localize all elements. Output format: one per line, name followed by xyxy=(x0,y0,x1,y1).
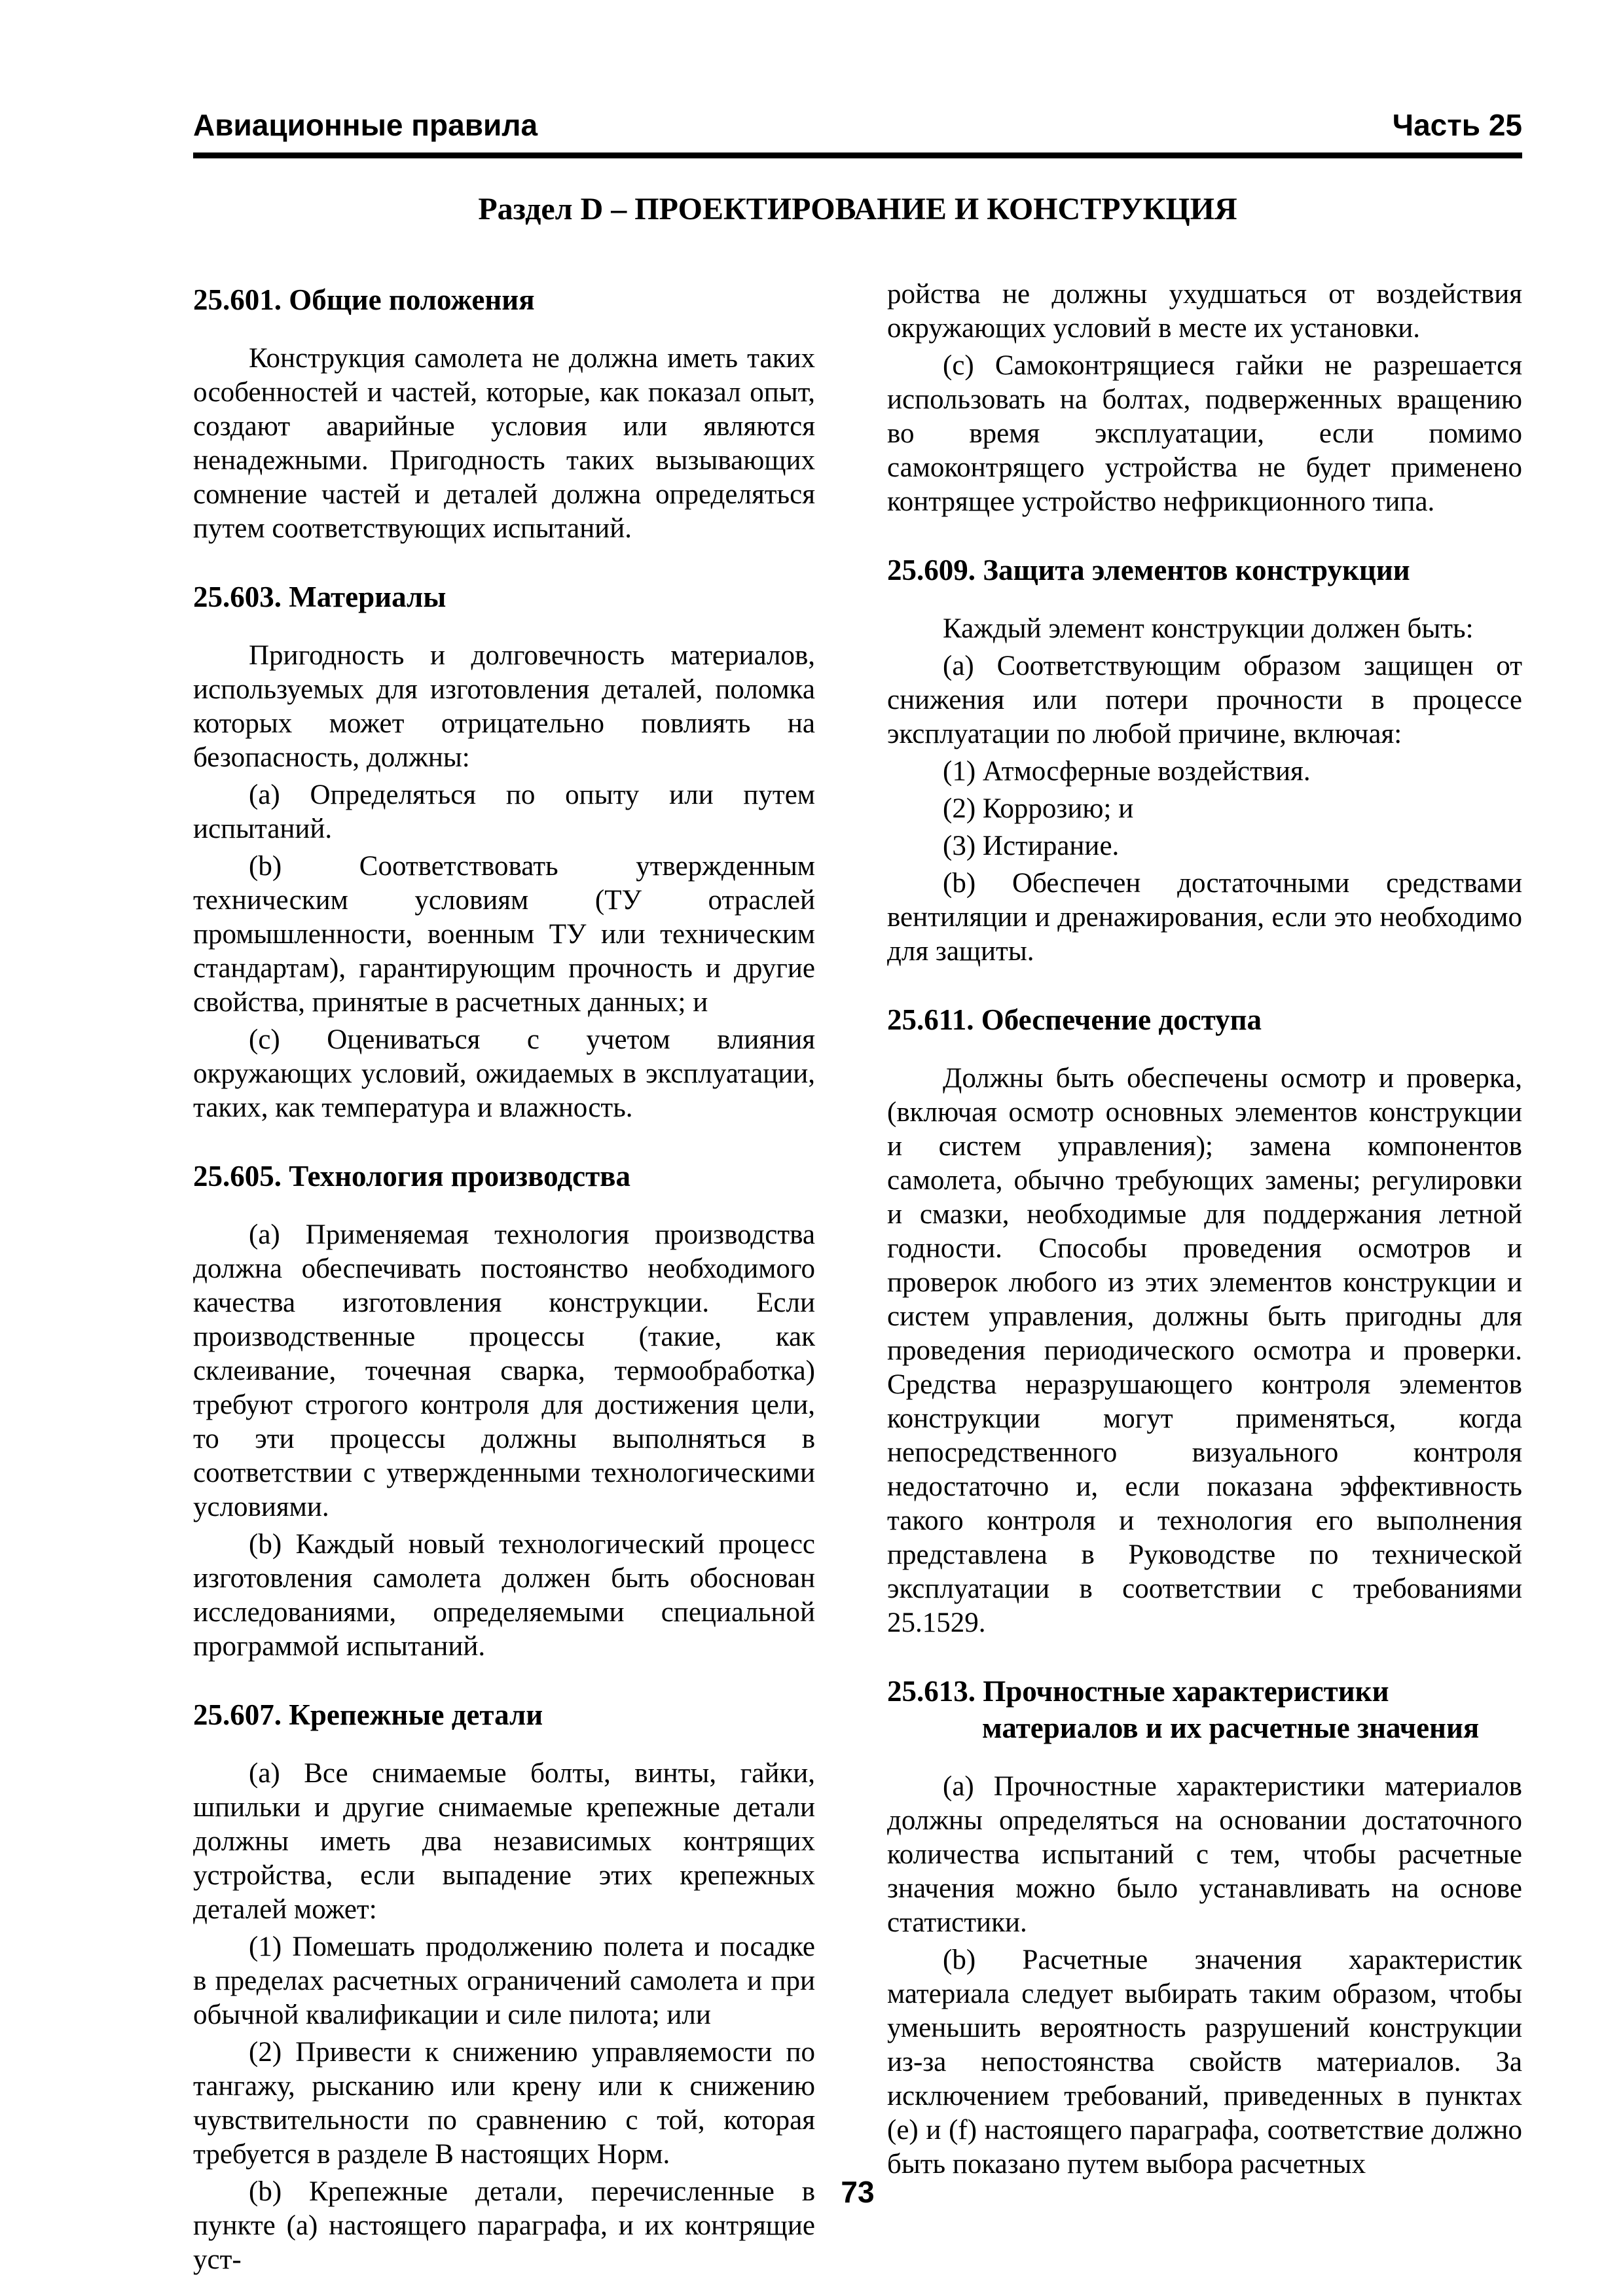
section-title: Раздел D – ПРОЕКТИРОВАНИЕ И КОНСТРУКЦИЯ xyxy=(478,192,1237,226)
paragraph: (3) Истирание. xyxy=(943,831,1120,861)
paragraph: ройства не должны ухудшаться от воздействия окружающих условий в месте их установки. xyxy=(887,279,1522,344)
section-heading-line1: 25.613. Прочностные характеристики xyxy=(887,1675,1389,1708)
section-heading-line2: материалов и их расчетные значения xyxy=(982,1712,1480,1744)
paragraph: (a) Все снимаемые болты, винты, гайки, шпильки и другие снимаемые крепежные детали должны иметь два независимых контрящих устройства, если выпадение этих крепежных деталей может: xyxy=(193,1758,815,1925)
header-divider xyxy=(193,152,1522,158)
paragraph: Конструкция самолета не должна иметь таких особенностей и частей, которые, как показал опыт, создают аварийные условия или являются ненадежными. Пригодность таких вызывающих сомнение частей и деталей должна определяться путем соответствующих испытаний. xyxy=(193,343,815,544)
paragraph: (c) Оцениваться с учетом влияния окружающих условий, ожидаемых в эксплуатации, таких, как температура и влажность. xyxy=(193,1024,815,1123)
paragraph: (a) Определяться по опыту или путем испытаний. xyxy=(193,780,815,844)
two-column-body xyxy=(193,278,1522,2280)
paragraph: (a) Соответствующим образом защищен от снижения или потери прочности в процессе эксплуатации по любой причине, включая: xyxy=(887,651,1522,749)
section-heading: 25.607. Крепежные детали xyxy=(193,1698,543,1731)
paragraph: (b) Соответствовать утвержденным техническим условиям (ТУ отраслей промышленности, военным ТУ или техническим стандартам), гарантирующим прочность и другие свойства, принятые в расчетных данных; и xyxy=(193,851,815,1018)
paragraph: Пригодность и долговечность материалов, используемых для изготовления деталей, поломка которых может отрицательно повлиять на безопасность, должны: xyxy=(193,640,815,773)
section-heading: 25.603. Материалы xyxy=(193,581,447,613)
paragraph: (a) Прочностные характеристики материалов должны определяться на основании достаточного количества испытаний с тем, чтобы расчетные значения можно было устанавливать на основе статистики. xyxy=(887,1771,1522,1938)
section-heading: 25.609. Защита элементов конструкции xyxy=(887,554,1410,586)
paragraph: Должны быть обеспечены осмотр и проверка, (включая осмотр основных элементов конструкции и систем управления); замена компонентов самолета, обычно требующих замены; регулировки и смазки, необходимые для поддержания летной годности. Способы проведения осмотров и проверок любого из этих элементов конструкции и систем управления, должны быть пригодны для проведения периодического осмотра и проверки. Средства неразрушающего контроля элементов конструкции могут применяться, когда непосредственного визуального контроля недостаточно и, если показана эффективность такого контроля и технология его выполнения представлена в Руководстве по технической эксплуатации в соответствии с требованиями 25.1529. xyxy=(887,1063,1522,1638)
header-left-text: Авиационные правила xyxy=(193,108,538,142)
paragraph: (2) Привести к снижению управляемости по тангажу, рысканию или крену или к снижению чувствительности по сравнению с той, которая требуется в разделе В настоящих Норм. xyxy=(193,2037,815,2170)
section-heading xyxy=(887,1673,1522,1746)
section-heading: 25.605. Технология производства xyxy=(193,1160,630,1193)
page-header xyxy=(193,109,1522,142)
paragraph: (a) Применяемая технология производства должна обеспечивать постоянство необходимого качества изготовления конструкции. Если производственные процессы (такие, как склеивание, точечная сварка, термообработка) требуют строгого контроля для достижения цели, то эти процессы должны выполняться в соответствии с утвержденными технологическими условиями. xyxy=(193,1219,815,1522)
page-number: 73 xyxy=(841,2175,875,2209)
paragraph: (c) Самоконтрящиеся гайки не разрешается использовать на болтах, подверженных вращению во время эксплуатации, если помимо самоконтрящего устройства не будет применено контрящее устройство нефрикционного типа. xyxy=(887,350,1522,517)
section-heading: 25.601. Общие положения xyxy=(193,283,535,316)
paragraph: Каждый элемент конструкции должен быть: xyxy=(943,613,1474,644)
paragraph: (b) Расчетные значения характеристик материала следует выбирать таким образом, чтобы уменьшить вероятность разрушений конструкции из-за непостоянства свойств материалов. За исключением требований, приведенных в пунктах (e) и (f) настоящего параграфа, соответствие должно быть показано путем выбора расчетных xyxy=(887,1945,1522,2179)
paragraph: (1) Атмосферные воздействия. xyxy=(943,756,1311,787)
header-right-text: Часть 25 xyxy=(1392,108,1522,142)
paragraph: (b) Каждый новый технологический процесс изготовления самолета должен быть обоснован исследованиями, определяемыми специальной программой испытаний. xyxy=(193,1529,815,1662)
paragraph: (2) Коррозию; и xyxy=(943,793,1134,824)
section-heading: 25.611. Обеспечение доступа xyxy=(887,1003,1262,1036)
left-column xyxy=(193,278,815,2280)
paragraph: (1) Помешать продолжению полета и посадке в пределах расчетных ограничений самолета и при обычной квалификации и силе пилота; или xyxy=(193,1931,815,2030)
paragraph: (b) Обеспечен достаточными средствами вентиляции и дренажирования, если это необходимо для защиты. xyxy=(887,868,1522,967)
right-column xyxy=(887,278,1522,2280)
paragraph: (b) Крепежные детали, перечисленные в пункте (a) настоящего параграфа, и их контрящие уст- xyxy=(193,2176,815,2275)
